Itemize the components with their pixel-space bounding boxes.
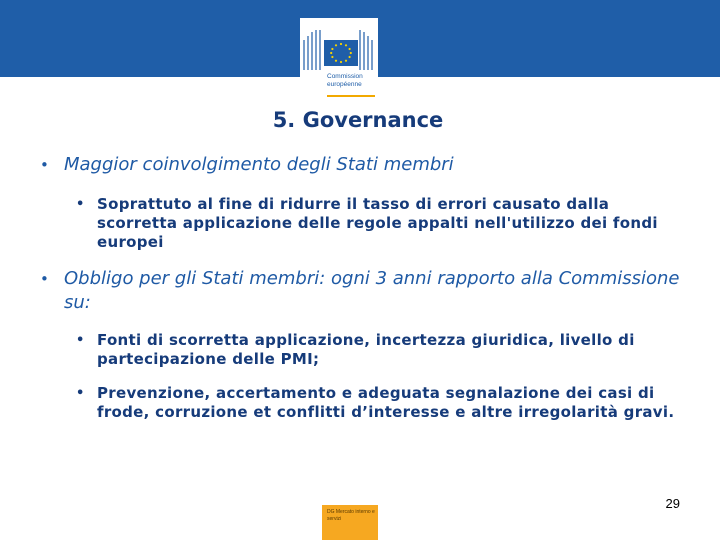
logo-text: Commission européenne [327, 73, 363, 88]
page-number: 29 [665, 496, 680, 511]
bullet-dot-icon: • [40, 156, 49, 174]
bullet-text: Obbligo per gli Stati membri: ogni 3 anni rapporto alla Commissione su: [64, 268, 680, 313]
sub-bullet-dot-icon: • [76, 197, 85, 212]
dg-badge-text: DG Mercato interno e servizi [327, 509, 375, 522]
bullet-text: Maggior coinvolgimento degli Stati membri [64, 154, 454, 175]
slide-title: 5. Governance [272, 108, 444, 132]
sub-bullet-text: Soprattuto al fine di ridurre il tasso di errori causato dalla scorretta applicazione delle regole appalti nell'utilizzo dei fondi europei [97, 195, 658, 251]
sub-bullet-text: Prevenzione, accertamento e adeguata segnalazione dei casi di frode, corruzione et conflitti d’interesse e altre irregolarità gravi. [97, 384, 675, 421]
sub-bullet-dot-icon: • [76, 386, 85, 401]
sub-bullet-text: Fonti di scorretta applicazione, incertezza giuridica, livello di partecipazione delle PMI; [97, 331, 635, 368]
dg-badge [322, 505, 378, 540]
bullet-dot-icon: • [40, 270, 49, 288]
sub-bullet-dot-icon: • [76, 333, 85, 348]
